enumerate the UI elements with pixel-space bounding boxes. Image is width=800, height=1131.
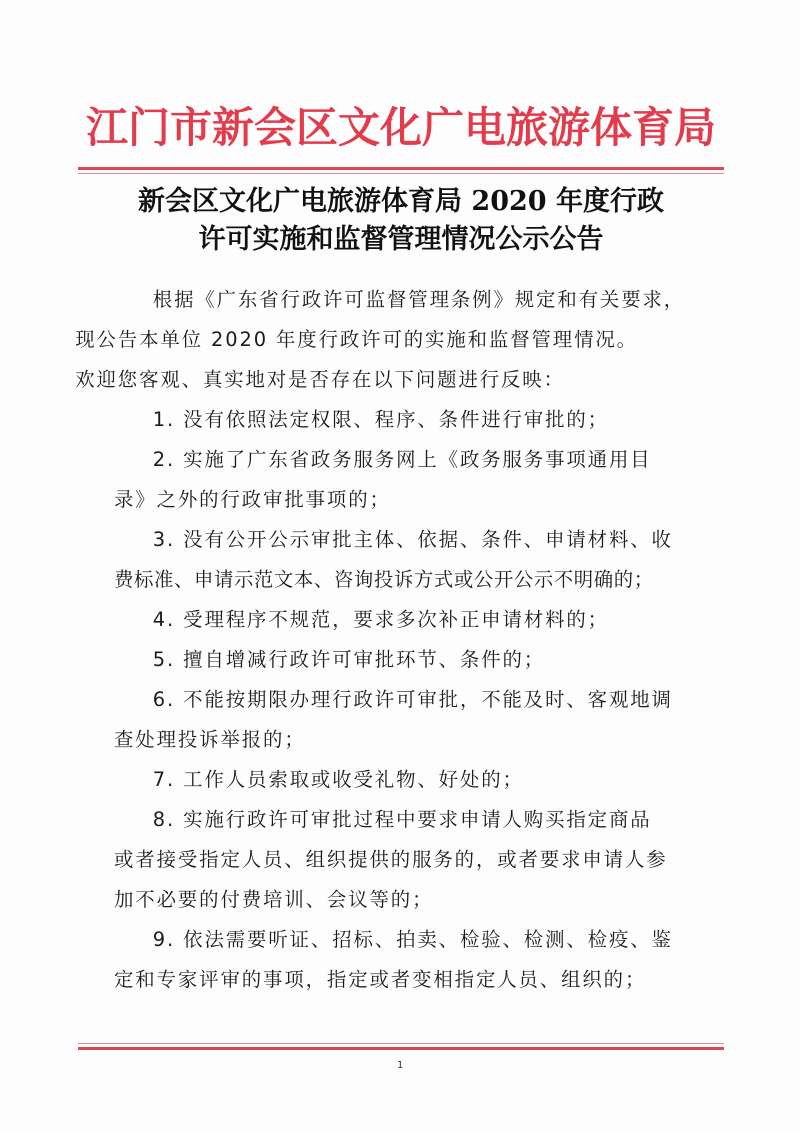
item-2-line-2: 录》之外的行政审批事项的；	[114, 488, 391, 511]
item-5-line-1: 5. 擅自增减行政许可审批环节、条件的；	[152, 648, 546, 671]
header-rule-thin	[78, 173, 724, 174]
list-item-9	[114, 920, 690, 1000]
item-9-line-1: 9. 依法需要听证、招标、拍卖、检验、检测、检疫、鉴	[152, 928, 673, 951]
item-7-line-1: 7. 工作人员索取或收受礼物、好处的；	[152, 768, 524, 791]
item-4-line-1: 4. 受理程序不规范，要求多次补正申请材料的；	[152, 608, 609, 631]
list-item-3	[114, 520, 690, 600]
list-item-1	[114, 400, 690, 440]
item-1-line-1: 1. 没有依照法定权限、程序、条件进行审批的；	[152, 408, 609, 431]
item-6-line-1: 6. 不能按期限办理行政许可审批，不能及时、客观地调	[152, 688, 673, 711]
item-8-line-3: 加不必要的付费培训、会议等的；	[114, 888, 434, 911]
item-6-line-2: 查处理投诉举报的；	[114, 728, 306, 751]
footer-rule-thick	[78, 1047, 724, 1050]
list-item-5	[114, 640, 690, 680]
item-3-line-1: 3. 没有公开公示审批主体、依据、条件、申请材料、收	[152, 528, 673, 551]
intro-line-2: 现公告本单位 2020 年度行政许可的实施和监督管理情况。	[75, 328, 638, 351]
item-3-line-2: 费标准、申请示范文本、咨询投诉方式或公开公示不明确的；	[114, 568, 654, 591]
list-item-7	[114, 760, 690, 800]
item-9-line-2: 定和专家评审的事项，指定或者变相指定人员、组织的；	[114, 968, 647, 991]
list-item-6	[114, 680, 690, 760]
page-number: 1	[396, 1060, 404, 1071]
item-8-line-1: 8. 实施行政许可审批过程中要求申请人购买指定商品	[152, 808, 652, 831]
title-line-1: 新会区文化广电旅游体育局 2020 年度行政	[138, 186, 664, 217]
document-body	[75, 280, 690, 1000]
header-rule-thick	[78, 167, 724, 170]
item-2-line-1: 2. 实施了广东省政务服务网上《政务服务事项通用目	[152, 448, 652, 471]
intro-paragraph	[75, 280, 690, 400]
document-title	[78, 183, 724, 259]
title-line-2: 许可实施和监督管理情况公示公告	[198, 224, 604, 255]
list-item-4	[114, 600, 690, 640]
intro-line-1: 根据《广东省行政许可监督管理条例》规定和有关要求，	[152, 288, 686, 311]
footer-rule-thin	[78, 1043, 724, 1044]
intro-line-3: 欢迎您客观、真实地对是否存在以下问题进行反映：	[75, 368, 565, 391]
list-item-8	[114, 800, 690, 920]
item-8-line-2: 或者接受指定人员、组织提供的服务的，或者要求申请人参	[114, 848, 668, 871]
organization-header: 江门市新会区文化广电旅游体育局	[85, 103, 716, 152]
list-item-2	[114, 440, 690, 520]
